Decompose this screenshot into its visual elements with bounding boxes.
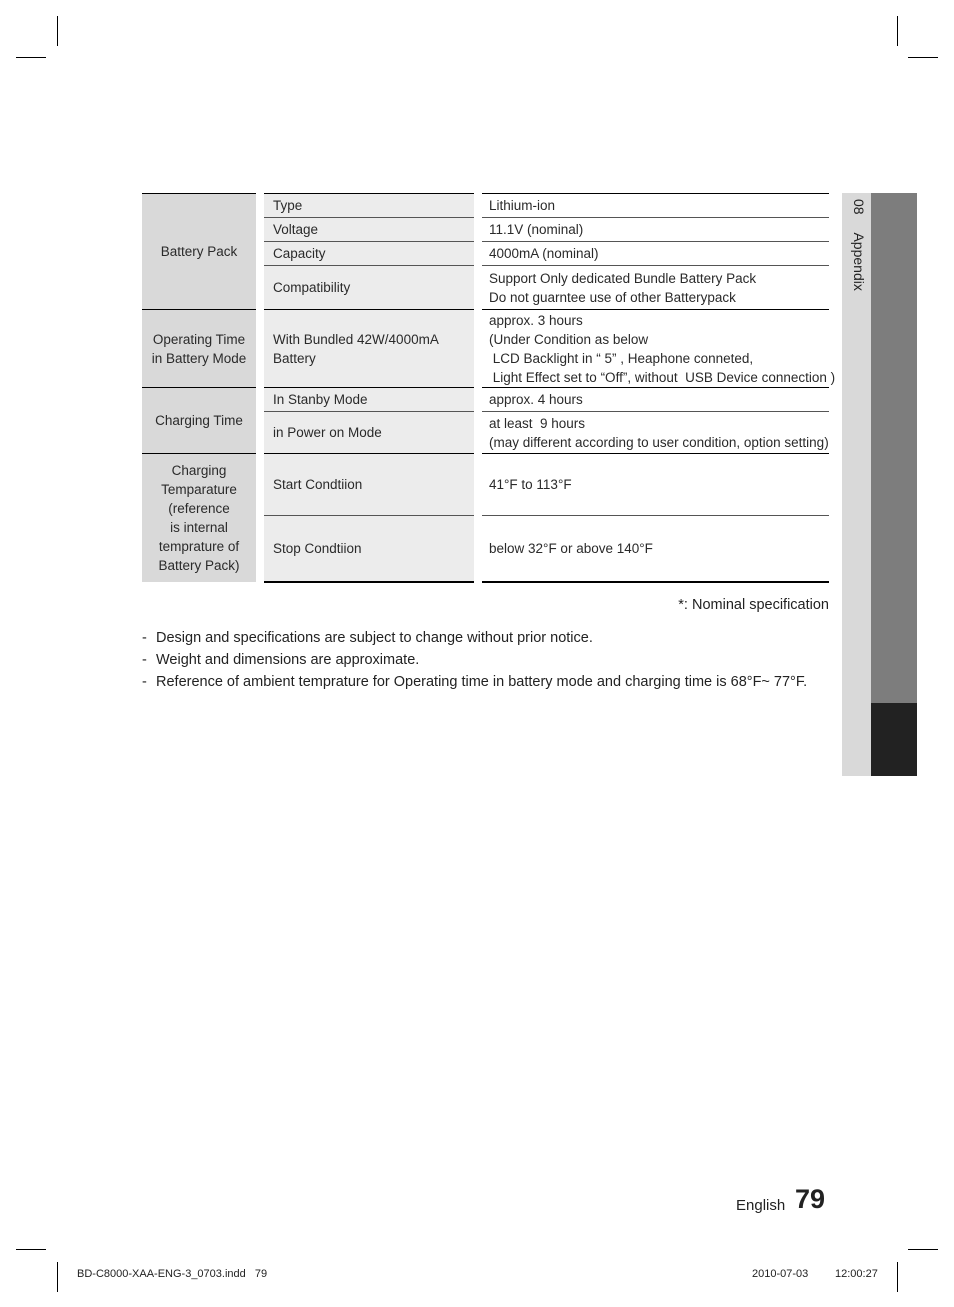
spec-value-line: below 32°F or above 140°F [489,540,653,556]
spec-category-line: temprature of [158,538,240,554]
spec-category-line: is internal [170,519,228,535]
spec-value-line: Light Effect set to “Off”, without USB Device connection ) [489,369,836,385]
note-item [142,671,842,693]
spec-value-line: 11.1V (nominal) [489,222,584,237]
notes-list [142,627,842,693]
crop-mark [57,16,58,46]
note-item [142,649,842,671]
spec-item: With Bundled 42W/4000mA Battery [260,310,478,388]
spec-category [142,310,260,388]
crop-mark [908,1249,938,1250]
crop-mark [908,57,938,58]
spec-value-line: 41°F to 113°F [489,477,572,492]
chapter-title: Appendix [851,232,867,291]
spec-value-line: 4000mA (nominal) [489,246,599,261]
note-dash: - [142,630,147,646]
spec-row [142,388,829,412]
spec-item: In Stanby Mode [260,388,478,412]
spec-item: Capacity [260,242,478,266]
spec-category [142,388,260,454]
battery-spec-table [142,193,836,583]
spec-value-line: approx. 4 hours [489,392,583,407]
spec-item: in Power on Mode [260,412,478,454]
spec-value-line: Lithium-ion [489,198,556,213]
slug-filename: BD-C8000-XAA-ENG-3_0703.indd 79 [77,1268,268,1280]
spec-value [478,242,829,266]
spec-value-line: approx. 3 hours [489,312,583,328]
spec-row [142,310,829,388]
spec-value [478,412,829,454]
nominal-note: *: Nominal specification [678,597,829,613]
footer-language: English [736,1197,786,1214]
crop-mark [897,16,898,46]
spec-category-line: Charging [171,462,227,478]
page-number: 79 [795,1184,826,1214]
note-item [142,627,842,649]
spec-item: Type [260,194,478,218]
slug-time: 12:00:27 [835,1268,878,1280]
crop-mark [16,57,46,58]
note-dash: - [142,652,147,668]
spec-item: Compatibility [260,266,478,310]
note-dash: - [142,674,147,690]
spec-value-line: Support Only dedicated Bundle Battery Pack [489,270,757,286]
spec-item: Voltage [260,218,478,242]
spec-value [478,388,829,412]
slug-date: 2010-07-03 [752,1268,809,1280]
spec-category-line: Operating Time [152,331,246,347]
spec-category-line: Battery Pack) [158,557,240,573]
note-text: Reference of ambient temprature for Operating time in battery mode and charging time is 68°F~ 77°F. [156,674,808,690]
spec-value [478,516,829,582]
spec-value [478,266,829,310]
spec-value [478,194,829,218]
spec-item: Stop Condtiion [260,516,478,582]
spec-row [142,454,829,516]
spec-category-line: in Battery Mode [151,350,247,366]
note-text: Weight and dimensions are approximate. [156,652,420,668]
crop-mark [57,1262,58,1292]
spec-row [142,194,829,218]
spec-category-line: (reference [168,500,230,516]
spec-value [478,218,829,242]
spec-category-line: Temparature [161,481,237,497]
spec-value-line: (Under Condition as below [489,331,649,347]
side-tab-label [847,199,867,359]
side-tab-bar [871,193,917,703]
spec-item: Start Condtiion [260,454,478,516]
crop-mark [16,1249,46,1250]
spec-value [478,310,836,388]
spec-category-line: Battery Pack [160,244,238,259]
spec-value-line: (may different according to user condition, option setting) [489,434,829,450]
spec-value-line: Do not guarntee use of other Batterypack [489,289,736,305]
spec-category-line: Charging Time [155,413,243,428]
chapter-number: 08 [851,199,867,215]
spec-value-line: at least 9 hours [489,415,586,431]
note-text: Design and specifications are subject to change without prior notice. [156,630,593,646]
spec-value [478,454,829,516]
spec-category [142,194,260,310]
spec-value-line: LCD Backlight in “ 5” , Heaphone conneted, [489,350,754,366]
spec-category [142,454,260,582]
crop-mark [897,1262,898,1292]
side-tab-marker [871,703,917,776]
